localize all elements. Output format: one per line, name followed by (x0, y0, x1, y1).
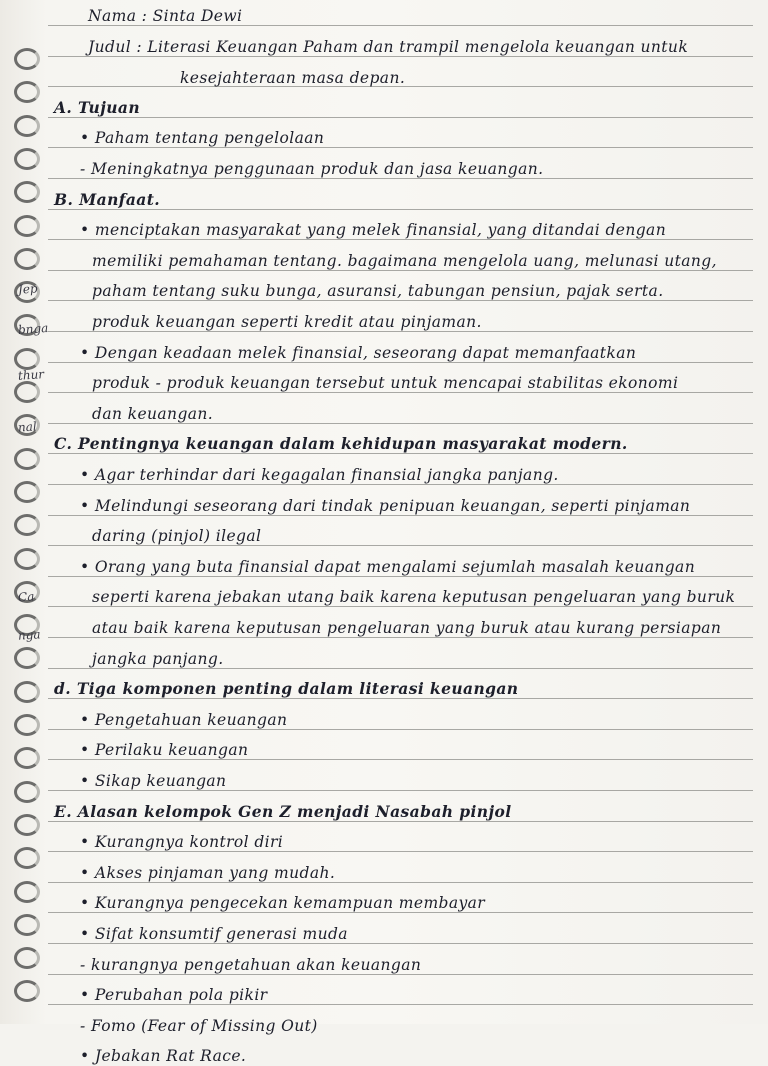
title-line: Judul : Literasi Keuangan Paham dan trampil mengelola keuangan untuk (88, 38, 689, 56)
name-label: Nama (88, 7, 137, 25)
note-line: • Sikap keuangan (80, 772, 227, 790)
binder-ring-icon (14, 215, 40, 237)
binder-ring-icon (14, 881, 40, 903)
binder-ring-icon (14, 81, 40, 103)
note-line: • Dengan keadaan melek finansial, seseorang dapat memanfaatkan (80, 343, 637, 362)
binder-ring-icon (14, 181, 40, 203)
margin-note: nal (17, 419, 38, 435)
section-heading: A. Tujuan (54, 97, 140, 117)
note-line: seperti karena jebakan utang baik karena keputusan pengeluaran yang buruk (92, 588, 736, 607)
note-line: jangka panjang. (92, 649, 224, 668)
note-line: • Sifat konsumtif generasi muda (80, 925, 348, 943)
binder-ring-icon (14, 814, 40, 836)
binder-ring-icon (14, 747, 40, 769)
margin-note: Jep (17, 281, 39, 297)
margin-note: thur (17, 367, 45, 383)
binder-ring-icon (14, 548, 40, 570)
rule-line (48, 117, 753, 118)
binder-ring-icon (14, 914, 40, 936)
note-line: dan keuangan. (92, 404, 214, 423)
binder-ring-icon (14, 481, 40, 503)
name-value: Sinta Dewi (152, 7, 243, 25)
note-line: • Orang yang buta finansial dapat mengalami sejumlah masalah keuangan (80, 557, 696, 576)
section-heading: d. Tiga komponen penting dalam literasi keuangan (54, 679, 519, 699)
binder-ring-icon (14, 148, 40, 170)
note-line: daring (pinjol) ilegal (92, 527, 262, 546)
note-line: • Kurangnya pengecekan kemampuan membayar (80, 894, 486, 913)
binder-ring-icon (14, 348, 40, 370)
binder-ring-icon (14, 448, 40, 470)
note-line: • Jebakan Rat Race. (80, 1047, 247, 1066)
binder-ring-icon (14, 514, 40, 536)
note-line: memiliki pemahaman tentang. bagaimana mengelola uang, melunasi utang, (92, 251, 717, 270)
note-line: atau baik karena keputusan pengeluaran yang buruk atau kurang persiapan (92, 619, 722, 637)
title-line-2: kesejahteraan masa depan. (180, 69, 406, 87)
name-line: Nama : Sinta Dewi (88, 7, 243, 25)
title-text: Literasi Keuangan Paham dan trampil mengelola keuangan untuk (147, 38, 689, 56)
section-heading: E. Alasan kelompok Gen Z menjadi Nasabah pinjol (54, 801, 512, 821)
note-line: produk - produk keuangan tersebut untuk mencapai stabilitas ekonomi (92, 374, 679, 393)
title-label: Judul (88, 38, 132, 56)
binder-ring-icon (14, 115, 40, 137)
note-line: produk keuangan seperti kredit atau pinjaman. (92, 313, 482, 331)
note-line: • Akses pinjaman yang mudah. (80, 863, 336, 882)
binder-ring-icon (14, 781, 40, 803)
note-line: • Melindungi seseorang dari tindak penipuan keuangan, seperti pinjaman (80, 496, 691, 515)
margin-note: bnga (17, 320, 49, 338)
margin-note: Ca (17, 589, 35, 605)
section-heading: B. Manfaat. (54, 189, 161, 209)
note-line: • Perubahan pola pikir (80, 986, 268, 1005)
binder-ring-icon (14, 847, 40, 869)
note-line: - kurangnya pengetahuan akan keuangan (80, 955, 422, 974)
note-line: • Pengetahuan keuangan (80, 710, 288, 729)
note-line: - Fomo (Fear of Missing Out) (80, 1016, 318, 1035)
binder-ring-icon (14, 381, 40, 403)
note-line: • menciptakan masyarakat yang melek finansial, yang ditandai dengan (80, 221, 667, 240)
binder-ring-icon (14, 947, 40, 969)
binder-ring-icon (14, 48, 40, 70)
note-line: - Meningkatnya penggunaan produk dan jasa keuangan. (80, 160, 544, 178)
margin-note: nga (17, 627, 42, 643)
binder-ring-icon (14, 248, 40, 270)
note-line: • Agar terhindar dari kegagalan finansial jangka panjang. (80, 466, 559, 484)
note-line: • Perilaku keuangan (80, 741, 249, 760)
binder-ring-icon (14, 714, 40, 736)
section-heading: C. Pentingnya keuangan dalam kehidupan masyarakat modern. (54, 434, 628, 454)
binder-ring-icon (14, 681, 40, 703)
note-line: • Kurangnya kontrol diri (80, 833, 284, 852)
binder-ring-icon (14, 647, 40, 669)
binder-ring-icon (14, 980, 40, 1002)
note-line: • Paham tentang pengelolaan (80, 129, 325, 148)
note-line: paham tentang suku bunga, asuransi, tabungan pensiun, pajak serta. (92, 282, 664, 301)
